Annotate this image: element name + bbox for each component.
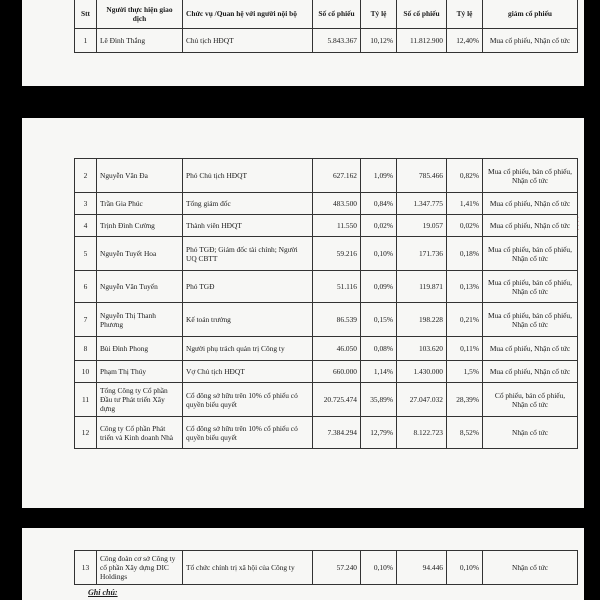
table-row [75,361,578,383]
cell-name: Trần Gia Phúc [97,193,183,215]
cell-ratio-after: 28,39% [447,383,483,417]
cell-ratio-after: 0,18% [447,237,483,271]
holdings-table-bottom [74,550,578,585]
cell-ratio-before: 1,14% [361,361,397,383]
cell-shares-before: 7.384.294 [313,417,361,449]
note-label: Ghi chú: [88,588,118,597]
cell-stt: 2 [75,159,97,193]
cell-reason: Nhận cổ tức [483,551,578,585]
table-row [75,383,578,417]
cell-role: Tổ chức chính trị xã hội của Công ty [183,551,313,585]
cell-ratio-before: 0,08% [361,337,397,361]
header-ratio-after: Tỷ lệ [447,0,483,29]
red-stamp-mark: · · · · [574,216,582,231]
cell-ratio-after: 1,41% [447,193,483,215]
cell-name: Lê Đình Thắng [97,29,183,53]
cell-role: Phó TGĐ [183,271,313,303]
cell-name: Công ty Cổ phần Phát triển và Kinh doanh Nhà [97,417,183,449]
cell-shares-before: 660.000 [313,361,361,383]
cell-shares-before: 483.500 [313,193,361,215]
cell-reason: Mua cổ phiếu, bán cổ phiếu, Nhận cổ tức [483,159,578,193]
cell-name: Nguyễn Thị Thanh Phương [97,303,183,337]
cell-shares-after: 8.122.723 [397,417,447,449]
header-role: Chức vụ /Quan hệ với người nội bộ [183,0,313,29]
header-reason: giảm cổ phiếu [483,0,578,29]
cell-stt: 11 [75,383,97,417]
cell-ratio-before: 0,15% [361,303,397,337]
holdings-table-middle [74,158,578,449]
header-stt: Stt [75,0,97,29]
header-shares-before: Số cổ phiếu [313,0,361,29]
cell-shares-after: 785.466 [397,159,447,193]
header-shares-after: Số cổ phiếu [397,0,447,29]
cell-stt: 3 [75,193,97,215]
cell-stt: 5 [75,237,97,271]
header-ratio-before: Tỷ lệ [361,0,397,29]
cell-ratio-before: 0,02% [361,215,397,237]
cell-shares-before: 86.539 [313,303,361,337]
cell-reason: Nhận cổ tức [483,417,578,449]
cell-ratio-before: 10,12% [361,29,397,53]
cell-role: Thành viên HĐQT [183,215,313,237]
table-row [75,551,578,585]
cell-shares-before: 57.240 [313,551,361,585]
cell-shares-after: 1.430.000 [397,361,447,383]
cell-ratio-before: 35,89% [361,383,397,417]
cell-shares-after: 119.871 [397,271,447,303]
cell-stt: 10 [75,361,97,383]
cell-stt: 6 [75,271,97,303]
cell-role: Phó Chủ tịch HĐQT [183,159,313,193]
holdings-table-top [74,0,578,53]
cell-ratio-before: 0,84% [361,193,397,215]
cell-ratio-before: 0,09% [361,271,397,303]
table-row [75,271,578,303]
cell-shares-after: 171.736 [397,237,447,271]
cell-role: Người phụ trách quản trị Công ty [183,337,313,361]
cell-stt: 7 [75,303,97,337]
cell-shares-after: 1.347.775 [397,193,447,215]
cell-name: Bùi Đình Phong [97,337,183,361]
cell-ratio-after: 0,11% [447,337,483,361]
cell-stt: 8 [75,337,97,361]
cell-shares-before: 51.116 [313,271,361,303]
cell-name: Trịnh Đình Cường [97,215,183,237]
cell-reason: Mua cổ phiếu, bán cổ phiếu, Nhận cổ tức [483,303,578,337]
cell-role: Vợ Chủ tịch HĐQT [183,361,313,383]
table-row [75,417,578,449]
cell-role: Cổ đông sở hữu trên 10% cổ phiếu có quyền biểu quyết [183,417,313,449]
cell-name: Tổng Công ty Cổ phần Đầu tư Phát triển Xây dựng [97,383,183,417]
cell-ratio-after: 12,40% [447,29,483,53]
cell-role: Tổng giám đốc [183,193,313,215]
cell-shares-after: 19.057 [397,215,447,237]
cell-role: Phó TGĐ; Giám đốc tài chính; Người UQ CBTT [183,237,313,271]
cell-ratio-before: 1,09% [361,159,397,193]
cell-shares-after: 11.812.900 [397,29,447,53]
cell-reason: Mua cổ phiếu, Nhận cổ tức [483,361,578,383]
cell-shares-after: 94.446 [397,551,447,585]
cell-role: Cổ đông sở hữu trên 10% cổ phiếu có quyền biểu quyết [183,383,313,417]
table-row [75,215,578,237]
cell-name: Nguyễn Văn Đa [97,159,183,193]
cell-role: Chủ tịch HĐQT [183,29,313,53]
cell-stt: 1 [75,29,97,53]
cell-reason: Mua cổ phiếu, Nhận cổ tức [483,193,578,215]
cell-reason: Mua cổ phiếu, bán cổ phiếu, Nhận cổ tức [483,271,578,303]
cell-shares-after: 198.228 [397,303,447,337]
cell-ratio-after: 0,13% [447,271,483,303]
table-row [75,303,578,337]
table-row [75,159,578,193]
cell-reason: Mua cổ phiếu, Nhận cổ tức [483,337,578,361]
cell-shares-before: 627.162 [313,159,361,193]
page-section-top [22,0,584,86]
cell-reason: Mua cổ phiếu, Nhận cổ tức [483,29,578,53]
cell-name: Phạm Thị Thúy [97,361,183,383]
cell-ratio-before: 0,10% [361,551,397,585]
table-row [75,237,578,271]
table-row [75,337,578,361]
cell-reason: Cổ phiếu, bán cổ phiếu, Nhận cổ tức [483,383,578,417]
cell-shares-before: 20.725.474 [313,383,361,417]
cell-shares-before: 11.550 [313,215,361,237]
cell-role: Kế toán trưởng [183,303,313,337]
cell-ratio-before: 12,79% [361,417,397,449]
cell-reason: Mua cổ phiếu, bán cổ phiếu, Nhận cổ tức [483,237,578,271]
cell-ratio-after: 0,10% [447,551,483,585]
cell-ratio-after: 0,02% [447,215,483,237]
cell-name: Nguyễn Tuyết Hoa [97,237,183,271]
cell-ratio-after: 8,52% [447,417,483,449]
cell-ratio-after: 1,5% [447,361,483,383]
cell-ratio-before: 0,10% [361,237,397,271]
page-section-middle [22,118,584,508]
cell-shares-after: 27.047.032 [397,383,447,417]
cell-ratio-after: 0,21% [447,303,483,337]
cell-stt: 13 [75,551,97,585]
cell-stt: 4 [75,215,97,237]
cell-stt: 12 [75,417,97,449]
cell-shares-before: 59.216 [313,237,361,271]
cell-name: Công đoàn cơ sở Công ty cổ phần Xây dựng DIC Holdings [97,551,183,585]
table-row [75,193,578,215]
page-section-bottom [22,528,584,600]
cell-reason: Mua cổ phiếu, Nhận cổ tức [483,215,578,237]
cell-shares-before: 5.843.367 [313,29,361,53]
cell-shares-after: 103.620 [397,337,447,361]
cell-ratio-after: 0,82% [447,159,483,193]
header-name: Người thực hiện giao dịch [97,0,183,29]
table-row [75,29,578,53]
cell-name: Nguyễn Văn Tuyến [97,271,183,303]
cell-shares-before: 46.050 [313,337,361,361]
